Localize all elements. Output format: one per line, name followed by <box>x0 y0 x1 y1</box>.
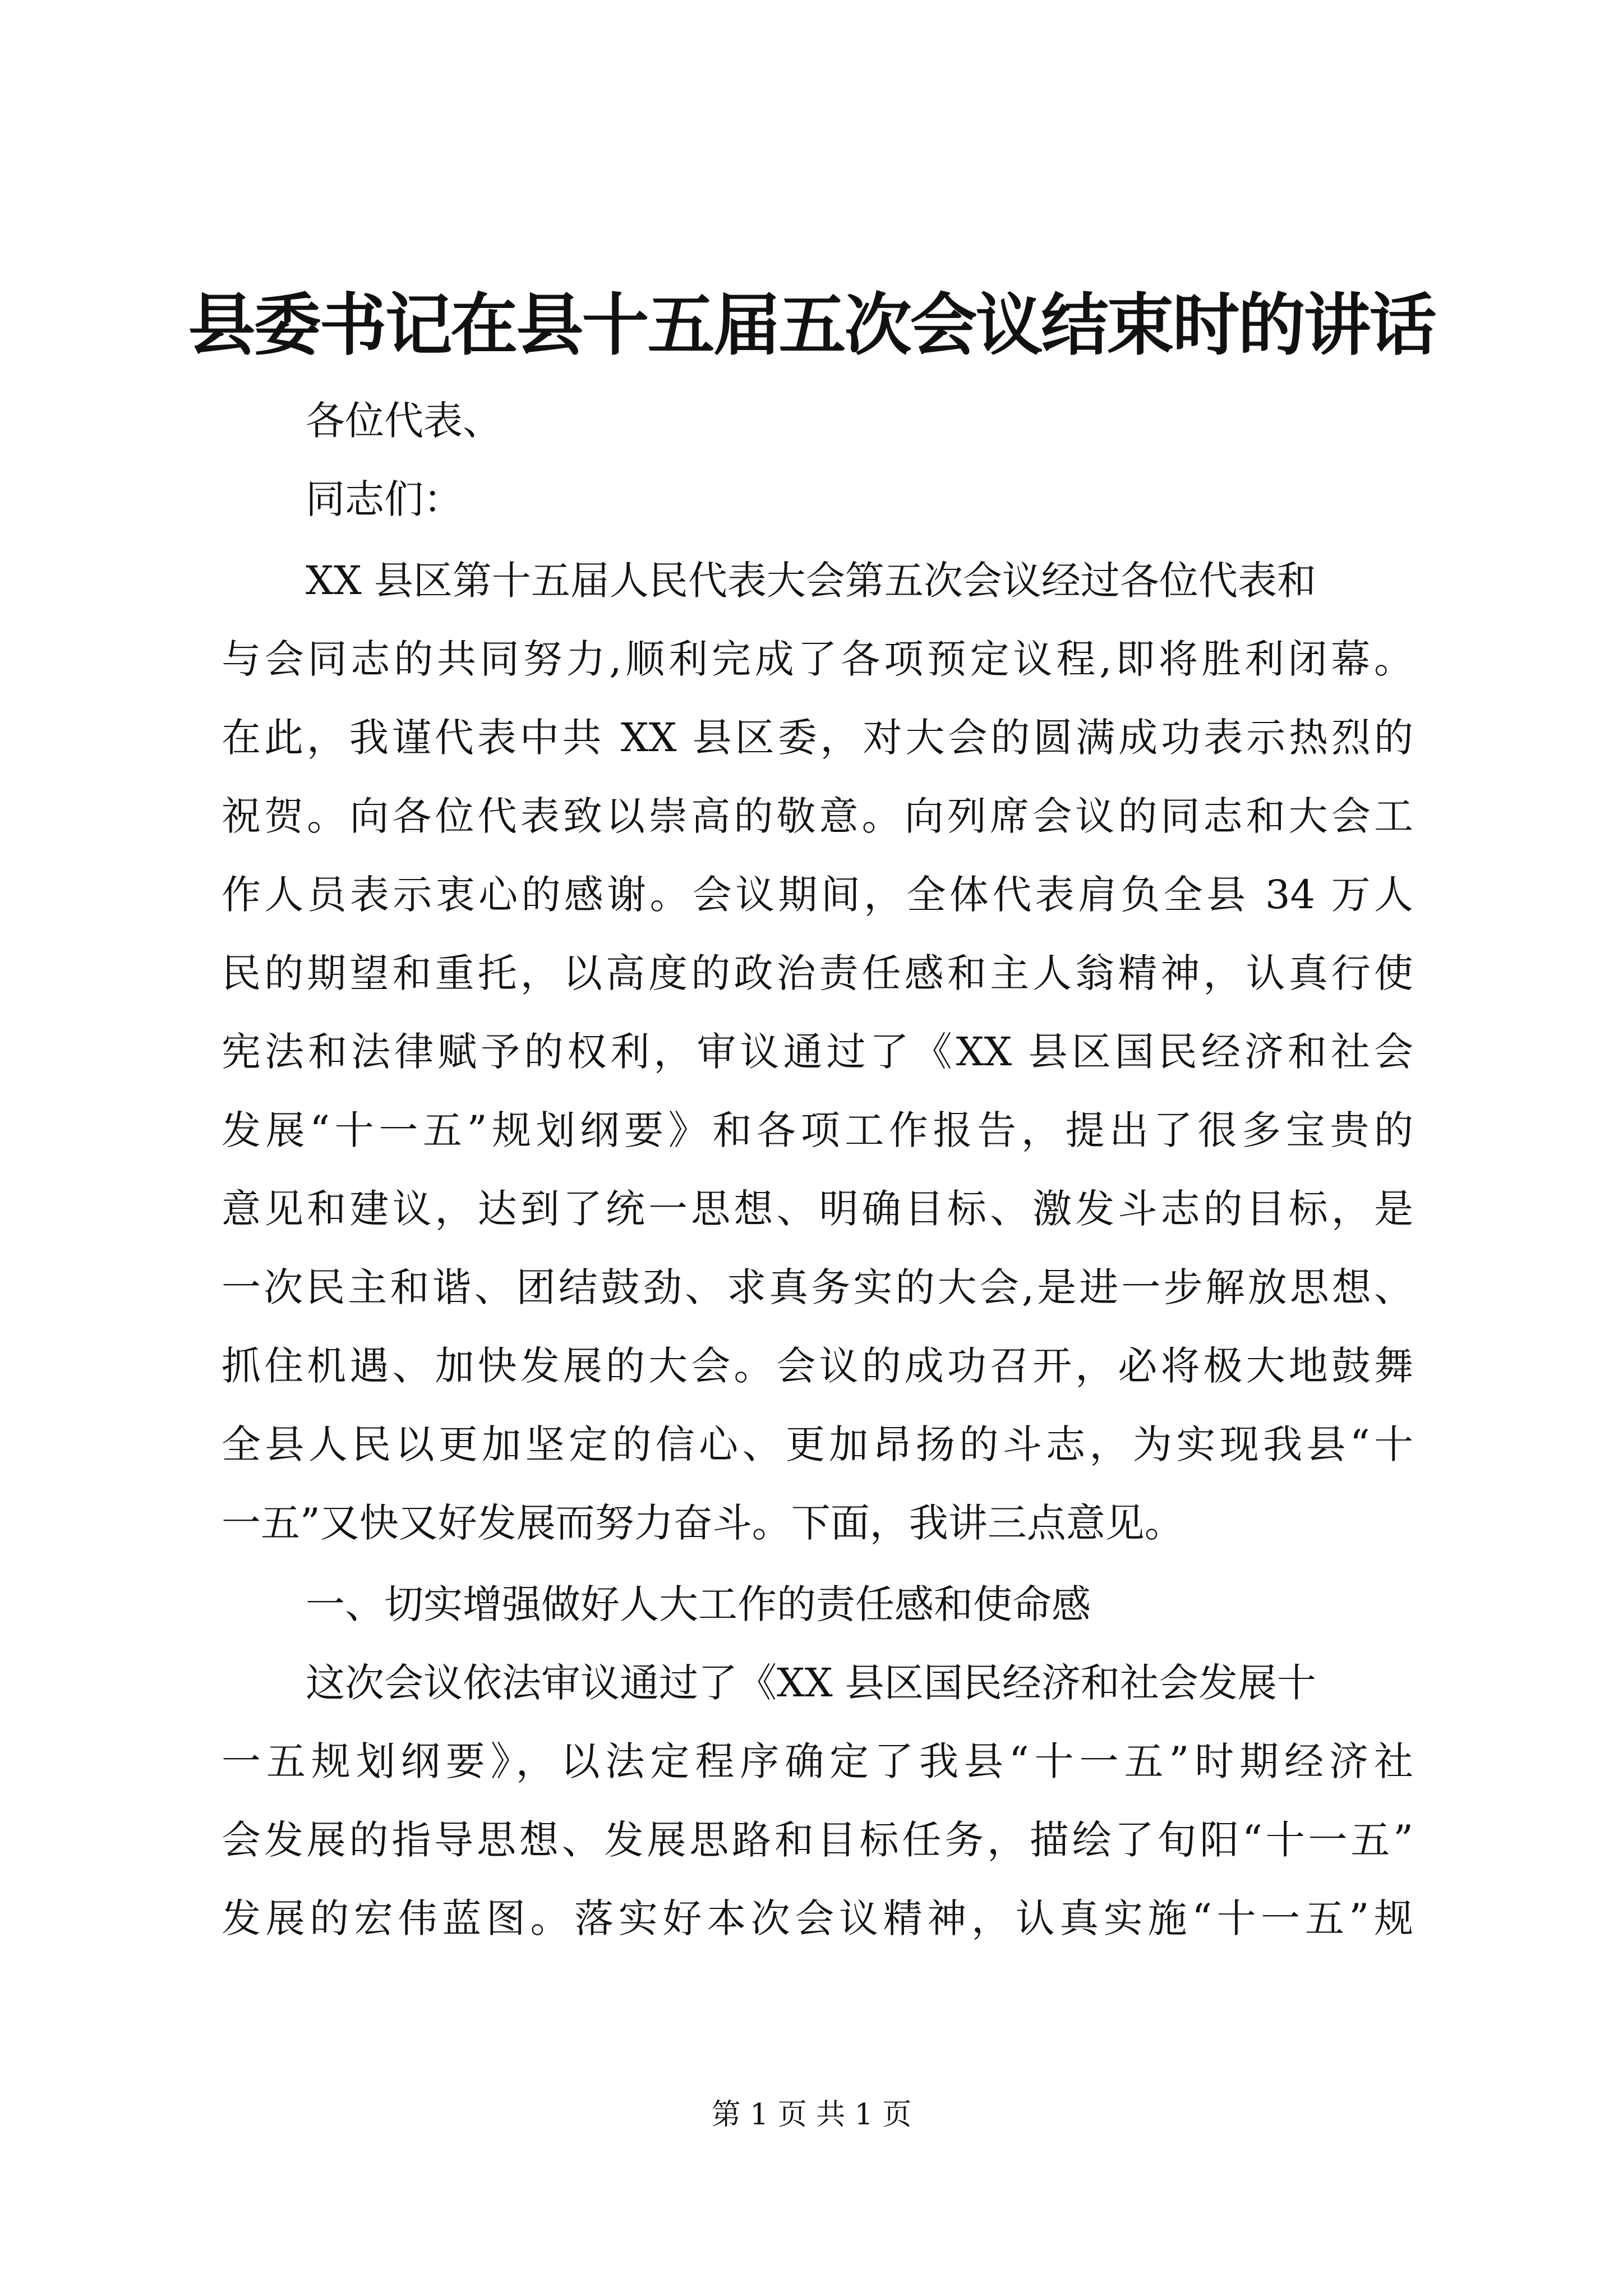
section-heading: 一、切实增强做好人大工作的责任感和使命感 <box>306 1581 1091 1627</box>
text-line: 一次民主和谐、团结鼓劲、求真务实的大会,是进一步解放思想、 <box>222 1264 1413 1310</box>
text-line: 发展的宏伟蓝图。落实好本次会议精神，认真实施“十一五”规 <box>222 1895 1413 1941</box>
text-line: 发展“十一五”规划纲要》和各项工作报告，提出了很多宝贵的 <box>222 1107 1413 1153</box>
text-line: 一五规划纲要》，以法定程序确定了我县“十一五”时期经济社 <box>222 1738 1413 1784</box>
text-line: 全县人民以更加坚定的信心、更加昂扬的斗志，为实现我县“十 <box>222 1421 1413 1467</box>
salutation-comrades: 同志们： <box>306 476 463 522</box>
text-line: XX 县区第十五届人民代表大会第五次会议经过各位代表和 <box>306 558 1316 604</box>
page-number-footer: 第 1 页 共 1 页 <box>711 2098 912 2132</box>
salutation-delegates: 各位代表、 <box>306 398 502 444</box>
text-line: 民的期望和重托，以高度的政治责任感和主人翁精神，认真行使 <box>222 950 1413 996</box>
text-line: 会发展的指导思想、发展思路和目标任务，描绘了旬阳“十一五” <box>222 1817 1413 1863</box>
text-line: 一五”又快又好发展而努力奋斗。下面，我讲三点意见。 <box>222 1500 1184 1546</box>
text-line: 在此，我谨代表中共 XX 县区委，对大会的圆满成功表示热烈的 <box>222 715 1413 761</box>
text-line: 宪法和法律赋予的权利，审议通过了《XX 县区国民经济和社会 <box>222 1029 1413 1075</box>
text-line: 意见和建议，达到了统一思想、明确目标、激发斗志的目标，是 <box>222 1186 1413 1232</box>
text-line: 作人员表示衷心的感谢。会议期间，全体代表肩负全县 34 万人 <box>222 872 1413 918</box>
text-line: 与会同志的共同努力,顺利完成了各项预定议程,即将胜利闭幕。 <box>222 636 1413 682</box>
text-line: 祝贺。向各位代表致以崇高的敬意。向列席会议的同志和大会工 <box>222 793 1413 839</box>
page-title: 县委书记在县十五届五次会议结束时的讲话 <box>188 286 1435 365</box>
text-line: 这次会议依法审议通过了《XX 县区国民经济和社会发展十 <box>306 1660 1316 1706</box>
text-line: 抓住机遇、加快发展的大会。会议的成功召开，必将极大地鼓舞 <box>222 1343 1413 1389</box>
